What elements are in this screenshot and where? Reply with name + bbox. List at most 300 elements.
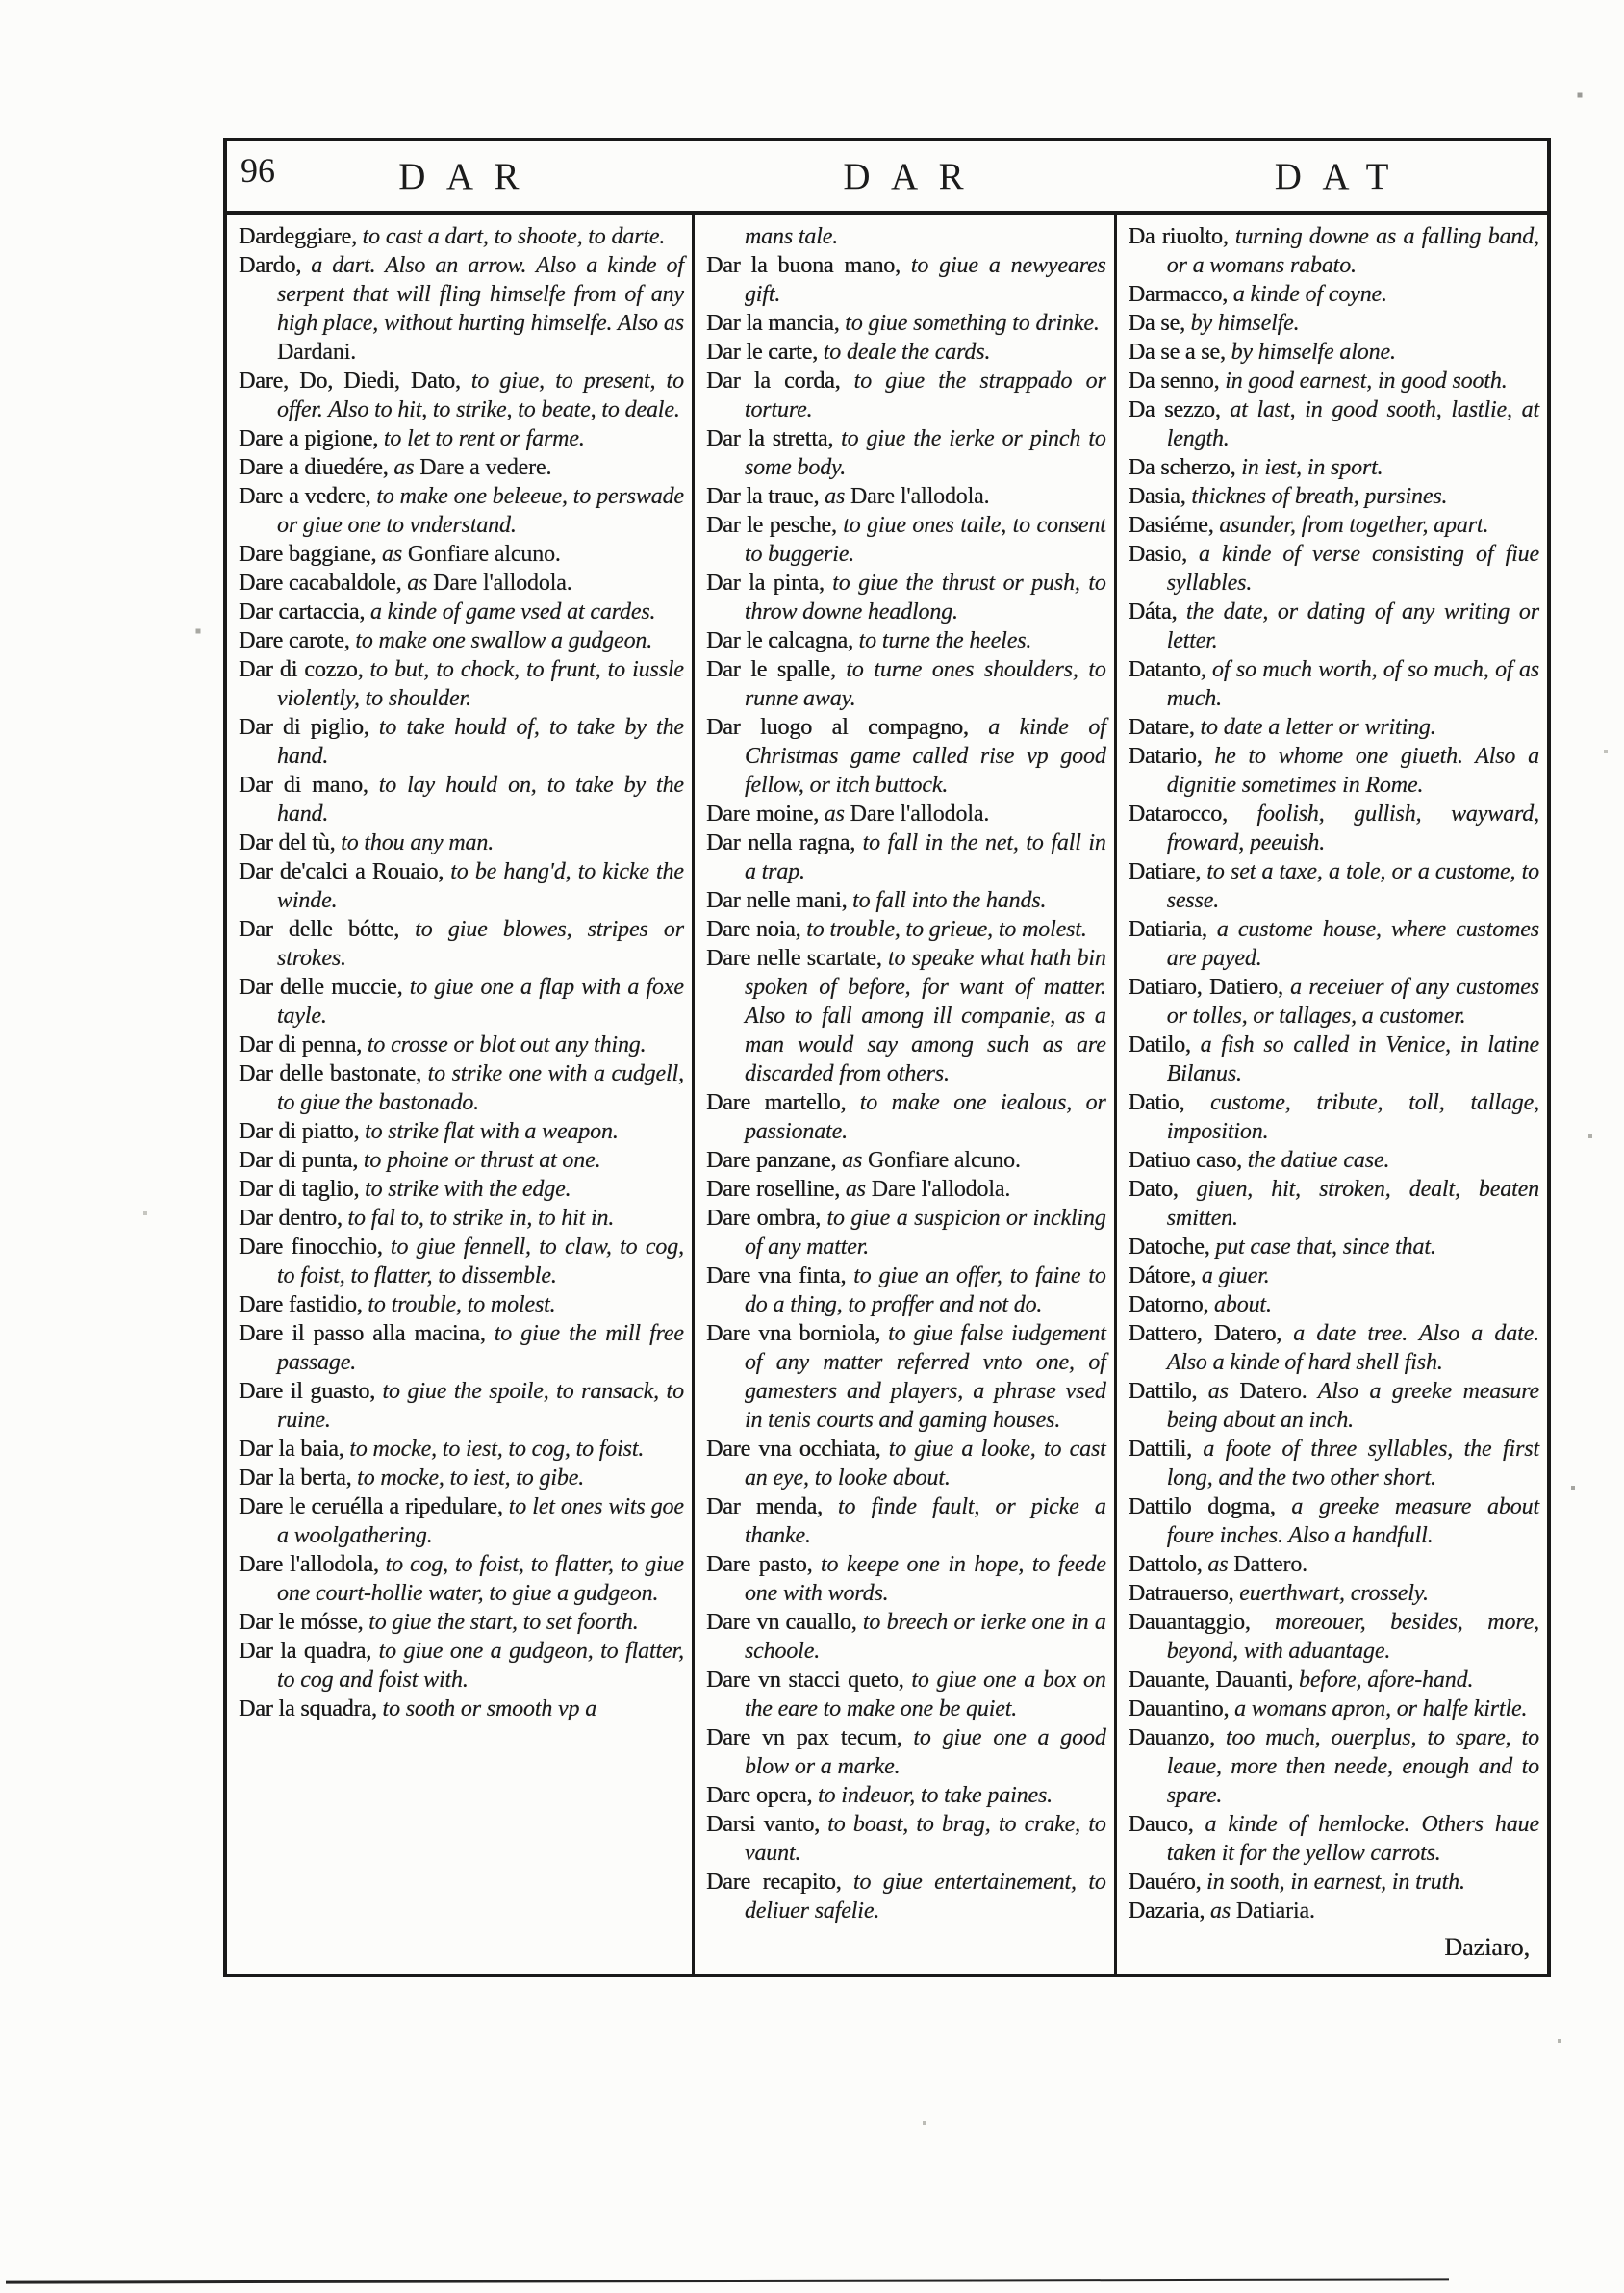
entry-crossref: Dare l'allodola. xyxy=(433,571,572,596)
entry-headword: Dare panzane, xyxy=(705,1148,837,1173)
entry-headword: Datare, xyxy=(1128,715,1195,740)
entry-definition: custome, tribute, toll, tallage, imposition. xyxy=(1166,1090,1539,1144)
entry-definition: to strike one with a cudgell, to giue the bastonado. xyxy=(277,1061,684,1115)
entry-headword: Dattili, xyxy=(1128,1437,1192,1462)
entry-headword: Datilo, xyxy=(1128,1032,1191,1057)
entry-definition: foolish, gullish, wayward, froward, peeuish. xyxy=(1166,802,1539,855)
entry-headword: Dar di punta, xyxy=(239,1148,359,1173)
entry-headword: Dauco, xyxy=(1128,1812,1194,1837)
dictionary-entry xyxy=(1129,598,1539,655)
dictionary-entry xyxy=(239,222,684,251)
entry-definition: the datiue case. xyxy=(1247,1148,1390,1173)
dictionary-entry xyxy=(1129,1146,1539,1175)
entry-headword: Dare vna finta, xyxy=(705,1263,847,1288)
dictionary-entry xyxy=(1129,1608,1539,1666)
dictionary-entry xyxy=(239,915,684,973)
entry-definition: to let to rent or farme. xyxy=(383,426,585,451)
entry-definition: to turne ones shoulders, to runne away. xyxy=(744,657,1106,711)
entry-headword: Dare vn pax tecum, xyxy=(705,1725,902,1750)
entry-headword: Dare vna borniola, xyxy=(705,1321,881,1346)
entry-headword: Dare fastidio, xyxy=(239,1292,363,1317)
entry-definition: to but, to chock, to frunt, to iussle violently, to shoulder. xyxy=(277,657,684,711)
dictionary-entry xyxy=(706,1435,1106,1492)
entry-definition: to trouble, to molest. xyxy=(368,1292,556,1317)
entry-headword: Da riuolto, xyxy=(1128,224,1229,249)
dictionary-entry xyxy=(706,511,1106,569)
entry-definition: to strike flat with a weapon. xyxy=(365,1119,619,1144)
entry-headword: Darsi vanto, xyxy=(705,1812,820,1837)
entry-headword: Dare pasto, xyxy=(705,1552,813,1577)
scan-speckles xyxy=(0,0,2,2)
entry-definition: to giue a looke, to cast an eye, to looke about. xyxy=(744,1437,1106,1490)
dictionary-entry xyxy=(706,1550,1106,1608)
dictionary-entry xyxy=(706,626,1106,655)
entry-headword: Dar dentro, xyxy=(239,1206,343,1231)
dictionary-entry xyxy=(706,367,1106,424)
entry-headword: Dasio, xyxy=(1128,542,1187,567)
dictionary-entry xyxy=(239,1694,684,1723)
entry-definition: to sooth or smooth vp a xyxy=(382,1696,597,1721)
dictionary-entry xyxy=(706,1781,1106,1810)
entry-headword: Dar nelle mani, xyxy=(705,888,848,913)
entry-headword: Dattilo dogma, xyxy=(1128,1494,1276,1519)
entry-headword: Da se, xyxy=(1128,311,1185,336)
dictionary-entry xyxy=(1129,655,1539,713)
dictionary-entry xyxy=(239,1031,684,1059)
dictionary-entry xyxy=(706,251,1106,309)
entry-definition: as xyxy=(382,542,408,567)
entry-headword: Dare, Do, Diedi, Dato, xyxy=(239,369,461,394)
entry-definition: to turne the heeles. xyxy=(858,628,1032,653)
dictionary-entry xyxy=(706,886,1106,915)
dictionary-entry xyxy=(706,828,1106,886)
entry-headword: Da se a se, xyxy=(1128,340,1226,365)
dictionary-entry xyxy=(706,482,1106,511)
entry-headword: Dar la squadra, xyxy=(239,1696,377,1721)
entry-headword: Dar luogo al compagno, xyxy=(705,715,969,740)
entry-headword: Dauantaggio, xyxy=(1128,1610,1251,1635)
entry-headword: Dar cartaccia, xyxy=(239,599,366,624)
dictionary-entry xyxy=(706,1175,1106,1204)
dictionary-entry xyxy=(706,1723,1106,1781)
dictionary-entry xyxy=(1129,1666,1539,1694)
entry-definition: a kinde of coyne. xyxy=(1232,282,1387,307)
entry-headword: Datanto, xyxy=(1128,657,1206,682)
entry-headword: Dazaria, xyxy=(1128,1898,1205,1924)
entry-definition: to giue the mill free passage. xyxy=(277,1321,684,1375)
entry-definition: a kinde of verse consisting of fiue syllables. xyxy=(1166,542,1539,596)
entry-definition: to finde fault, or picke a thanke. xyxy=(744,1494,1106,1548)
entry-definition: to giue ones taile, to consent to buggerie. xyxy=(744,513,1106,567)
entry-headword: Dardeggiare, xyxy=(239,224,357,249)
entry-headword: Da senno, xyxy=(1128,369,1220,394)
entry-definition: to thou any man. xyxy=(341,830,495,855)
dictionary-entry xyxy=(239,598,684,626)
dictionary-entry xyxy=(1129,1261,1539,1290)
entry-headword: Dare il passo alla macina, xyxy=(239,1321,486,1346)
dictionary-entry xyxy=(706,1088,1106,1146)
entry-headword: Dar di cozzo, xyxy=(239,657,364,682)
entry-definition: a dart. Also an arrow. Also a kinde of serpent that will fling himselfe from of any high place, without hurting himselfe. Also as xyxy=(277,253,684,336)
entry-headword: Datarocco, xyxy=(1128,802,1228,827)
entry-definition: to indeuor, to take paines. xyxy=(818,1783,1053,1808)
dictionary-entry xyxy=(239,1059,684,1117)
entry-headword: Dare martello, xyxy=(705,1090,847,1115)
entry-definition: to breech or ierke one in a schoole. xyxy=(744,1610,1106,1664)
entry-definition: a foote of three syllables, the first long, and the two other short. xyxy=(1166,1437,1539,1490)
entry-headword: Dar del tù, xyxy=(239,830,336,855)
entry-headword: Datoche, xyxy=(1128,1235,1210,1260)
entry-definition: euerthwart, crossely. xyxy=(1239,1581,1429,1606)
entry-definition: by himselfe alone. xyxy=(1231,340,1396,365)
dictionary-entry xyxy=(1129,222,1539,280)
entry-definition: too much, ouerplus, to spare, to leaue, more then neede, enough and to spare. xyxy=(1166,1725,1539,1808)
dictionary-entry xyxy=(239,1550,684,1608)
entry-definition: to giue false iudgement of any matter referred vnto one, of gamesters and players, a phrase vsed in tenis courts and gaming houses. xyxy=(744,1321,1106,1433)
entry-headword: Dar la baia, xyxy=(239,1437,344,1462)
dictionary-entry xyxy=(1129,395,1539,453)
dictionary-entry xyxy=(1129,1031,1539,1088)
entry-headword: Dare le ceruélla a ripedulare, xyxy=(239,1494,503,1519)
dictionary-entry xyxy=(239,251,684,367)
entry-headword: Dare a diuedére, xyxy=(239,455,389,480)
dictionary-entry xyxy=(1129,482,1539,511)
entry-definition: a kinde of hemlocke. Others haue taken it for the yellow carrots. xyxy=(1166,1812,1539,1866)
entry-definition: moreouer, besides, more, beyond, with aduantage. xyxy=(1166,1610,1539,1664)
entry-headword: Datorno, xyxy=(1128,1292,1209,1317)
dictionary-column-1 xyxy=(227,215,692,1974)
entry-headword: Dar la mancia, xyxy=(705,311,840,336)
dictionary-entry xyxy=(239,713,684,771)
dictionary-entry xyxy=(1129,1492,1539,1550)
entry-definition: to make one swallow a gudgeon. xyxy=(355,628,653,653)
catchword: Daziaro, xyxy=(1444,1933,1530,1961)
entry-headword: Dare baggiane, xyxy=(239,542,377,567)
dictionary-entry xyxy=(706,713,1106,800)
entry-crossref: Dare l'allodola. xyxy=(871,1177,1011,1202)
dictionary-entry xyxy=(239,1608,684,1637)
dictionary-entry xyxy=(1129,1723,1539,1810)
dictionary-entry xyxy=(1129,309,1539,338)
entry-headword: Dar di mano, xyxy=(239,773,368,798)
entry-definition: put case that, since that. xyxy=(1215,1235,1436,1260)
entry-definition: to set a taxe, a tole, or a custome, to sesse. xyxy=(1166,859,1539,913)
dictionary-entry xyxy=(706,1492,1106,1550)
entry-definition: to cast a dart, to shoote, to darte. xyxy=(362,224,666,249)
dictionary-entry xyxy=(1129,973,1539,1031)
entry-headword: Dare il guasto, xyxy=(239,1379,375,1404)
entry-definition: a greeke measure about foure inches. Also a handfull. xyxy=(1166,1494,1539,1548)
entry-headword: Dare moine, xyxy=(705,802,819,827)
dictionary-entry xyxy=(706,1666,1106,1723)
entry-definition: to date a letter or writing. xyxy=(1200,715,1436,740)
entry-definition: at last, in good sooth, lastlie, at length. xyxy=(1166,397,1539,451)
entry-headword: Dar la stretta, xyxy=(705,426,834,451)
dictionary-entry xyxy=(1129,338,1539,367)
dictionary-entry xyxy=(1129,1868,1539,1897)
entry-definition: to deale the cards. xyxy=(823,340,991,365)
entry-definition: to mocke, to iest, to gibe. xyxy=(357,1465,585,1490)
entry-definition: he to whome one giueth. Also a dignitie sometimes in Rome. xyxy=(1166,744,1539,798)
entry-definition: in sooth, in earnest, in truth. xyxy=(1206,1870,1465,1895)
dictionary-entry xyxy=(1129,1175,1539,1233)
entry-headword: Dauéro, xyxy=(1128,1870,1202,1895)
dictionary-entry xyxy=(706,655,1106,713)
entry-headword: Dar di taglio, xyxy=(239,1177,360,1202)
entry-headword: Dauantino, xyxy=(1128,1696,1230,1721)
entry-definition: to let ones wits goe a woolgathering. xyxy=(277,1494,684,1548)
dictionary-entry xyxy=(239,1146,684,1175)
scan-edge-line xyxy=(6,2278,1449,2283)
entry-headword: Dasia, xyxy=(1128,484,1186,509)
entry-headword: Dattero, Datero, xyxy=(1128,1321,1282,1346)
dictionary-entry xyxy=(706,1261,1106,1319)
entry-headword: Dare vna occhiata, xyxy=(705,1437,881,1462)
entry-headword: Datario, xyxy=(1128,744,1203,769)
dictionary-entry xyxy=(1129,540,1539,598)
running-head-title-1: DAR xyxy=(398,155,540,197)
entry-headword: Datiaria, xyxy=(1128,917,1207,942)
entry-definition: as xyxy=(1207,1379,1240,1404)
entry-headword: Dare nelle scartate, xyxy=(705,946,882,971)
entry-definition: to lay hould on, to take by the hand. xyxy=(277,773,684,827)
entry-definition: as xyxy=(407,571,434,596)
entry-definition: in good earnest, in good sooth. xyxy=(1225,369,1508,394)
entry-headword: Dar la pinta, xyxy=(705,571,825,596)
dictionary-column-3 xyxy=(1117,215,1547,1974)
entry-headword: Dauante, Dauanti, xyxy=(1128,1668,1294,1693)
dictionary-entry xyxy=(1129,857,1539,915)
entry-definition: to fall in the net, to fall in a trap. xyxy=(744,830,1106,884)
dictionary-entry xyxy=(239,1175,684,1204)
dictionary-entry xyxy=(1129,1810,1539,1868)
entry-definition: a kinde of Christmas game called rise vp good fellow, or itch buttock. xyxy=(744,715,1106,798)
entry-crossref: Dare a vedere. xyxy=(419,455,552,480)
dictionary-entry xyxy=(1129,1435,1539,1492)
entry-definition: a kinde of game vsed at cardes. xyxy=(369,599,656,624)
entry-headword: Dare roselline, xyxy=(705,1177,840,1202)
entry-definition: a date tree. Also a date. Also a kinde of hard shell fish. xyxy=(1166,1321,1539,1375)
entry-definition: to mocke, to iest, to cog, to foist. xyxy=(349,1437,645,1462)
entry-definition: to trouble, to grieue, to molest. xyxy=(806,917,1087,942)
entry-headword: Dar la quadra, xyxy=(239,1639,371,1664)
entry-crossref: Gonfiare alcuno. xyxy=(867,1148,1021,1173)
entry-crossref: Datiaria. xyxy=(1235,1898,1315,1924)
entry-headword: Dar nella ragna, xyxy=(705,830,855,855)
dictionary-entry xyxy=(239,569,684,598)
entry-definition: mans tale. xyxy=(744,224,839,249)
entry-headword: Dar di piatto, xyxy=(239,1119,360,1144)
entry-headword: Dar la berta, xyxy=(239,1465,352,1490)
entry-definition: about. xyxy=(1214,1292,1272,1317)
entry-definition: as xyxy=(825,484,850,509)
entry-headword: Dare carote, xyxy=(239,628,350,653)
entry-definition: as xyxy=(393,455,420,480)
entry-headword: Datiare, xyxy=(1128,859,1202,884)
entry-headword: Dar di piglio, xyxy=(239,715,369,740)
entry-definition: before, afore-hand. xyxy=(1298,1668,1474,1693)
entry-headword: Dare opera, xyxy=(705,1783,813,1808)
dictionary-entry xyxy=(239,1117,684,1146)
dictionary-entry xyxy=(239,453,684,482)
entry-definition: a giuer. xyxy=(1201,1263,1270,1288)
entry-headword: Dare a pigione, xyxy=(239,426,379,451)
entry-definition: as xyxy=(1209,1898,1236,1924)
dictionary-entry xyxy=(239,367,684,424)
running-head xyxy=(227,141,1547,215)
dictionary-entry xyxy=(1129,280,1539,309)
entry-definition: to take hould of, to take by the hand. xyxy=(277,715,684,769)
entry-definition: to giue a suspicion or inckling of any matter. xyxy=(744,1206,1106,1260)
entry-definition: to crosse or blot out any thing. xyxy=(367,1032,647,1057)
dictionary-entry xyxy=(239,655,684,713)
entry-definition: to cog, to foist, to flatter, to giue one court-hollie water, to giue a gudgeon. xyxy=(277,1552,684,1606)
entry-definition: to giue one a box on the eare to make one be quiet. xyxy=(744,1668,1106,1721)
dictionary-entry xyxy=(239,1319,684,1377)
dictionary-entry xyxy=(706,1608,1106,1666)
dictionary-entry xyxy=(239,1464,684,1492)
entry-definition: to giue entertainement, to deliuer safelie. xyxy=(744,1870,1106,1924)
entry-headword: Dar le mósse, xyxy=(239,1610,364,1635)
dictionary-entry xyxy=(239,1290,684,1319)
entry-headword: Dasiéme, xyxy=(1128,513,1214,538)
entry-headword: Dare vn stacci queto, xyxy=(705,1668,904,1693)
dictionary-entry xyxy=(706,944,1106,1088)
dictionary-entry xyxy=(239,540,684,569)
entry-definition: to giue an offer, to faine to do a thing, to proffer and not do. xyxy=(744,1263,1106,1317)
entry-headword: Dar di penna, xyxy=(239,1032,362,1057)
entry-definition: to strike with the edge. xyxy=(365,1177,571,1202)
dictionary-entry xyxy=(239,1204,684,1233)
entry-headword: Dar la buona mano, xyxy=(705,253,901,278)
dictionary-entry xyxy=(239,1637,684,1694)
entry-definition: to giue the ierke or pinch to some body. xyxy=(744,426,1106,480)
entry-headword: Dáta, xyxy=(1128,599,1178,624)
scanned-page xyxy=(223,138,1551,1977)
columns xyxy=(227,215,1547,1974)
entry-definition: thicknes of breath, pursines. xyxy=(1191,484,1448,509)
entry-definition: to make one beleeue, to perswade or giue one to vnderstand. xyxy=(277,484,684,538)
entry-definition: of so much worth, of so much, of as much. xyxy=(1166,657,1539,711)
entry-headword: Dátore, xyxy=(1128,1263,1196,1288)
entry-definition: to giue fennell, to claw, to cog, to foist, to flatter, to dissemble. xyxy=(277,1235,684,1288)
entry-definition: to make one iealous, or passionate. xyxy=(744,1090,1106,1144)
entry-headword: Dare l'allodola, xyxy=(239,1552,379,1577)
entry-headword: Dare noia, xyxy=(705,917,801,942)
entry-definition: to giue one a good blow or a marke. xyxy=(744,1725,1106,1779)
dictionary-entry xyxy=(1129,1290,1539,1319)
dictionary-entry xyxy=(239,482,684,540)
dictionary-entry xyxy=(239,828,684,857)
dictionary-entry xyxy=(1129,1694,1539,1723)
dictionary-entry xyxy=(1129,800,1539,857)
entry-definition: a receiuer of any customes or tolles, or tallages, a customer. xyxy=(1166,975,1539,1029)
dictionary-entry xyxy=(706,1204,1106,1261)
entry-headword: Datrauerso, xyxy=(1128,1581,1234,1606)
dictionary-entry xyxy=(1129,915,1539,973)
entry-headword: Da sezzo, xyxy=(1128,397,1221,422)
dictionary-entry xyxy=(706,1810,1106,1868)
entry-crossref: Dare l'allodola. xyxy=(850,484,990,509)
entry-crossref: Dattero. xyxy=(1233,1552,1308,1577)
dictionary-entry xyxy=(1129,367,1539,395)
entry-headword: Darmacco, xyxy=(1128,282,1228,307)
dictionary-column-2 xyxy=(692,215,1117,1974)
entry-headword: Dar la corda, xyxy=(705,369,841,394)
entry-definition: a custome house, where customes are payed. xyxy=(1166,917,1539,971)
entry-headword: Dar le spalle, xyxy=(705,657,836,682)
dictionary-entry xyxy=(1129,1579,1539,1608)
entry-crossref: Gonfiare alcuno. xyxy=(407,542,561,567)
dictionary-entry xyxy=(239,973,684,1031)
entry-definition: to keepe one in hope, to feede one with words. xyxy=(744,1552,1106,1606)
dictionary-entry xyxy=(239,1377,684,1435)
dictionary-entry xyxy=(706,1868,1106,1925)
dictionary-entry xyxy=(239,1435,684,1464)
entry-headword: Dattilo, xyxy=(1128,1379,1198,1404)
entry-definition: by himselfe. xyxy=(1190,311,1300,336)
entry-headword: Dare a vedere, xyxy=(239,484,371,509)
dictionary-entry xyxy=(239,424,684,453)
dictionary-entry xyxy=(706,569,1106,626)
entry-definition: to giue the spoile, to ransack, to ruine. xyxy=(277,1379,684,1433)
entry-headword: Dauanzo, xyxy=(1128,1725,1215,1750)
page-number: 96 xyxy=(241,151,275,190)
entry-definition: to giue the start, to set foorth. xyxy=(368,1610,639,1635)
entry-headword: Dar delle bótte, xyxy=(239,917,399,942)
dictionary-entry xyxy=(1129,453,1539,482)
entry-headword: Datiuo caso, xyxy=(1128,1148,1242,1173)
entry-definition: as xyxy=(845,1177,872,1202)
dictionary-entry xyxy=(239,1233,684,1290)
entry-definition: as xyxy=(1207,1552,1234,1577)
entry-headword: Dattolo, xyxy=(1128,1552,1203,1577)
entry-crossref: Datero. xyxy=(1239,1379,1307,1404)
entry-crossref: Dardani. xyxy=(277,340,357,365)
entry-headword: Dare ombra, xyxy=(705,1206,821,1231)
entry-headword: Datiaro, Datiero, xyxy=(1128,975,1283,1000)
entry-definition: to fall into the hands. xyxy=(852,888,1047,913)
dictionary-entry xyxy=(239,857,684,915)
entry-definition: to speake what hath bin spoken of before, for want of matter. Also to fall among ill companie, as a man would say among such as are discarded from others. xyxy=(744,946,1106,1086)
dictionary-entry xyxy=(1129,1897,1539,1925)
entry-definition: asunder, from together, apart. xyxy=(1219,513,1489,538)
entry-headword: Dato, xyxy=(1128,1177,1179,1202)
entry-headword: Da scherzo, xyxy=(1128,455,1236,480)
dictionary-entry xyxy=(1129,1377,1539,1435)
running-head-title-3: DAT xyxy=(1274,155,1409,197)
entry-headword: Dardo, xyxy=(239,253,302,278)
dictionary-entry xyxy=(239,626,684,655)
entry-definition: to giue, to present, to offer. Also to hit, to strike, to beate, to deale. xyxy=(277,369,684,422)
entry-headword: Dar le carte, xyxy=(705,340,818,365)
dictionary-entry xyxy=(239,1492,684,1550)
entry-definition: to phoine or thrust at one. xyxy=(363,1148,601,1173)
entry-definition: a womans apron, or halfe kirtle. xyxy=(1234,1696,1528,1721)
entry-definition: to giue the strappado or torture. xyxy=(744,369,1106,422)
entry-headword: Dar le pesche, xyxy=(705,513,837,538)
entry-definition: to giue the thrust or push, to throw downe headlong. xyxy=(744,571,1106,624)
dictionary-entry xyxy=(1129,511,1539,540)
dictionary-entry xyxy=(1129,1233,1539,1261)
entry-headword: Dar menda, xyxy=(705,1494,823,1519)
dictionary-entry xyxy=(239,771,684,828)
entry-definition: to fal to, to strike in, to hit in. xyxy=(347,1206,615,1231)
entry-headword: Dar de'calci a Rouaio, xyxy=(239,859,444,884)
dictionary-entry xyxy=(1129,742,1539,800)
entry-headword: Dare recapito, xyxy=(705,1870,842,1895)
entry-headword: Dar delle muccie, xyxy=(239,975,403,1000)
